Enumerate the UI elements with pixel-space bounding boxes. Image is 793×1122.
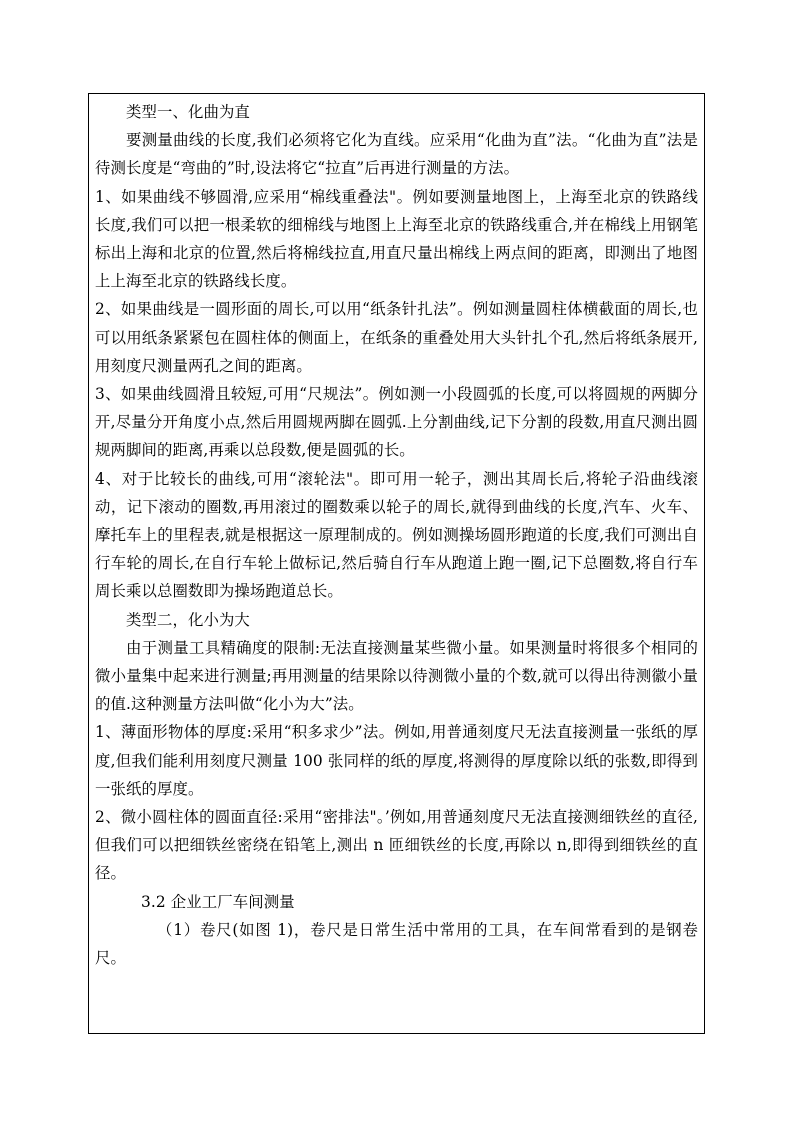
section1-heading: 类型一、化曲为直 xyxy=(126,103,250,121)
section1-item-1: 1、如果曲线不够圆滑,应采用“棉线重叠法"。例如要测量地图上，上海至北京的铁路线长度,我们可以把一根柔软的细棉线与地图上上海至北京的铁路线重合,并在棉线上用钢笔标出上海和北京的位置,然后将棉线拉直,用直尺量出棉线上两点间的距离，即测出了地图上上海至北京的铁路线长度。 xyxy=(95,187,698,291)
section2-item-1: 1、薄面形物体的厚度:采用“积多求少”法。例如,用普通刻度尺无法直接测量一张纸的厚度,但我们能利用刻度尺测量 100 张同样的纸的厚度,将测得的厚度除以纸的张数,即得到一张纸的厚度。 xyxy=(95,723,698,798)
section2-intro: 由于测量工具精确度的限制:无法直接测量某些微小量。如果测量时将很多个相同的微小量集中起来进行测量;再用测量的结果除以待测微小量的个数,就可以得出待测徽小量的值.这种测量方法叫做“化小为大”法。 xyxy=(95,638,698,714)
section1-item-4: 4、对于比较长的曲线,可用“滚轮法"。即可用一轮子，测出其周长后,将轮子沿曲线滚动，记下滚动的圈数,再用滚过的圈数乘以轮子的周长,就得到曲线的长度,汽车、火车、摩托车上的里程表,就是根据这一原理制成的。例如测操场圆形跑道的长度,我们可测出自行车轮的周长,在自行车轮上做标记,然后骑自行车从跑道上跑一圈,记下总圈数,将自行车周长乘以总圈数即为操场跑道总长。 xyxy=(95,469,698,601)
section3-heading: 3.2 企业工厂车间测量 xyxy=(141,892,295,911)
document-body xyxy=(95,98,698,972)
section1-item-2: 2、如果曲线是一圆形面的周长,可以用“纸条针扎法”。例如测量圆柱体横截面的周长,也可以用纸条紧紧包在圆柱体的侧面上，在纸条的重叠处用大头针扎个孔,然后将纸条展开,用刻度尺测量两孔之间的距离。 xyxy=(95,300,698,375)
section1-item-3: 3、如果曲线圆滑且较短,可用“尺规法”。例如测一小段圆弧的长度,可以将圆规的两脚分开,尽量分开角度小点,然后用圆规两脚在圆弧.上分割曲线,记下分割的段数,用直尺测出圆规两脚间的距离,再乘以总段数,便是圆弧的长。 xyxy=(95,385,698,460)
section3-line-1: （1）卷尺(如图 1)，卷尺是日常生活中常用的工具，在车间常看到的是钢卷尺。 xyxy=(95,920,698,968)
section1-intro: 要测量曲线的长度,我们必须将它化为直线。应采用“化曲为直”法。“化曲为直”法是待测长度是“弯曲的”时,设法将它“拉直”后再进行测量的方法。 xyxy=(95,131,698,178)
section2-heading: 类型二，化小为大 xyxy=(126,610,250,629)
section2-item-2: 2、微小圆柱体的圆面直径:采用“密排法"。’例如,用普通刻度尺无法直接测细铁丝的直径,但我们可以把细铁丝密绕在铅笔上,测出 n 匝细铁丝的长度,再除以 n,即得到细铁丝的直径。 xyxy=(95,808,698,883)
document-table-cell xyxy=(88,93,705,1034)
